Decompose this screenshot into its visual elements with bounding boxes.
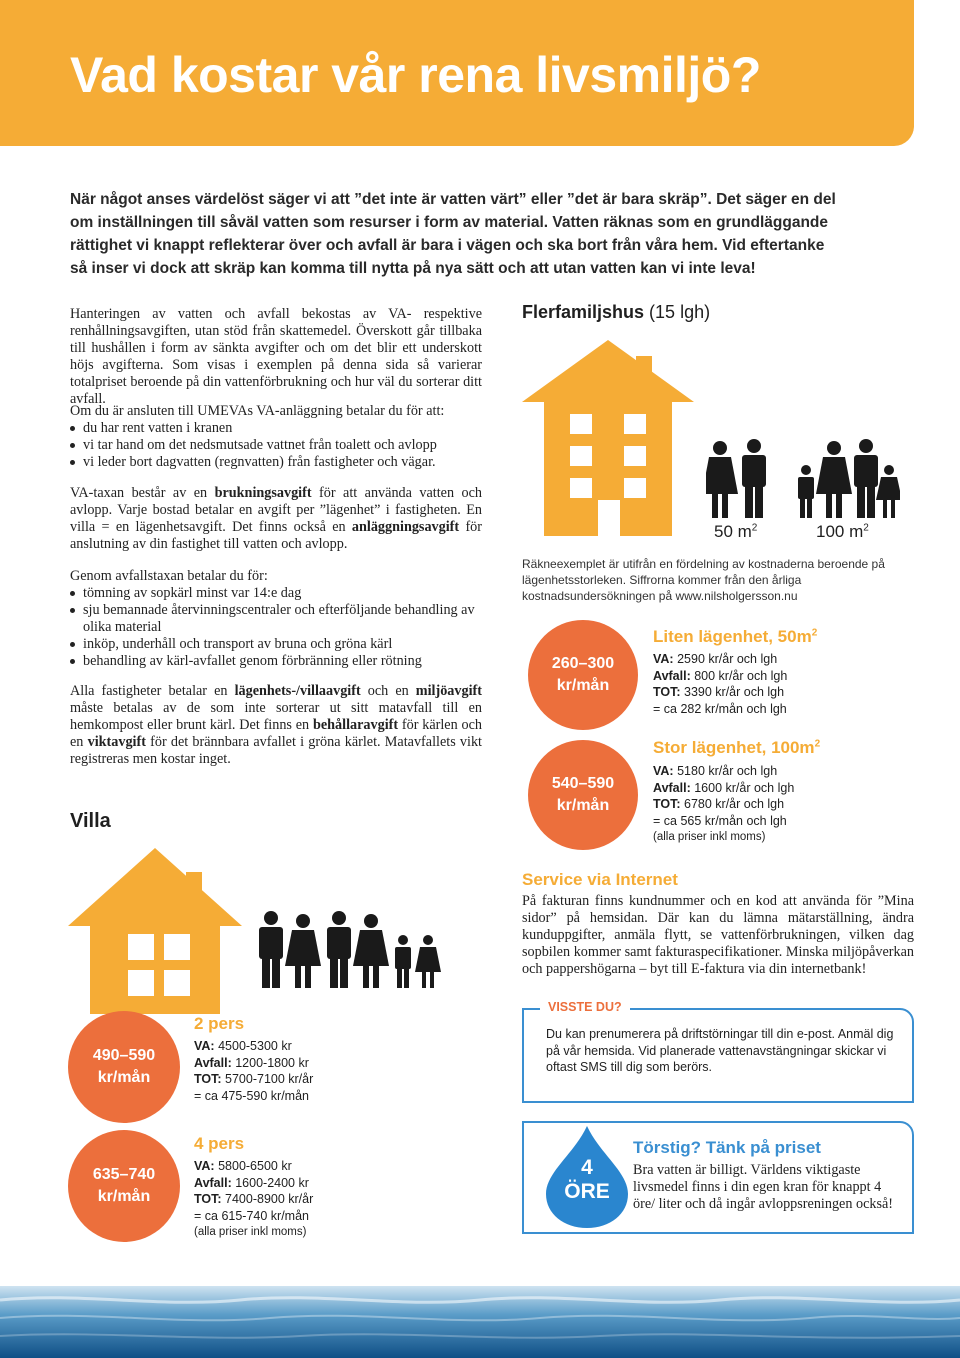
list-item: inköp, underhåll och transport av bruna och gröna kärl	[70, 636, 482, 653]
va-intro: Om du är ansluten till UMEVAs VA-anläggning betalar du för att:	[70, 403, 445, 419]
bold-term: lägenhets-/villaavgift	[234, 683, 361, 699]
value: 800 kr/år och lgh	[690, 668, 788, 683]
price-note: (alla priser inkl moms)	[194, 1226, 307, 1238]
text-run: Alla fastigheter betalar en	[70, 683, 235, 699]
villa-4pers-prices	[194, 1158, 313, 1241]
thirsty-text: Bra vatten är billigt. Världens viktigaste livsmedel finns i din egen kran för knappt 4 öre/ liter och då ingår avloppsreningen också!	[633, 1162, 894, 1212]
large-apartment-head	[653, 738, 820, 758]
did-you-know-tag: VISSTE DU?	[540, 1000, 630, 1014]
villa-4pers-head: 4 pers	[194, 1134, 245, 1153]
bold-term: behållaravgift	[312, 717, 399, 733]
circle-unit: kr/mån	[556, 797, 610, 814]
small-apartment-head	[653, 627, 817, 647]
text-run: för anslutning av din fastighet till vatten och avlopp.	[70, 519, 482, 552]
area-value: 100 m	[816, 522, 864, 541]
value: = ca 475-590 kr/mån	[194, 1088, 309, 1103]
villa-2pers-prices	[194, 1038, 313, 1104]
avfall-intro: Genom avfallstaxan betalar du för:	[70, 568, 268, 584]
intro-line: om inställningen till såväl vatten som resurser i form av material. Vatten räknas som en grundläggande	[70, 214, 829, 231]
label: VA:	[653, 764, 674, 778]
water-surface-image	[0, 1286, 960, 1358]
value: 5800-6500 kr	[214, 1159, 292, 1173]
va-list	[70, 420, 482, 471]
text-run: måste betalas av de som inte sorterar ut sitt matavfall till en hemkompost eller brunt kärl. Det finns en	[70, 700, 482, 733]
circle-value: 635–740	[92, 1166, 156, 1183]
calculation-note: Räkneexemplet är utifrån en fördelning av kostnaderna beroende på lägenhetsstorleken. Siffrorna kommer från den årliga kostnadsundersökningen på www.nilsholgersson.nu	[522, 557, 885, 603]
label: Avfall:	[653, 780, 691, 795]
area-sup: 2	[751, 522, 758, 534]
drop-number: 4	[581, 1156, 593, 1179]
value: = ca 615-740 kr/mån	[194, 1208, 309, 1223]
circle-unit: kr/mån	[97, 1069, 151, 1086]
area-small-label	[714, 522, 757, 542]
value: 5700-7100 kr/år	[221, 1072, 314, 1086]
head-text: Liten lägenhet, 50m	[653, 627, 812, 646]
area-value: 50 m	[714, 522, 752, 541]
circle-unit: kr/mån	[97, 1188, 151, 1205]
drop-price	[542, 1156, 632, 1204]
bold-term: viktavgift	[87, 734, 146, 750]
area-sup: 2	[863, 522, 869, 534]
label: TOT:	[653, 685, 681, 699]
apartment-price-circle-small	[528, 620, 638, 730]
text-run: VA-taxan består av en	[70, 485, 215, 501]
value: 7400-8900 kr/år	[221, 1192, 314, 1206]
apartment-price-circle-large	[528, 740, 638, 850]
value: 4500-5300 kr	[214, 1039, 292, 1053]
funding-paragraph: Hanteringen av vatten och avfall bekostas av VA- respektive renhållningsavgiften, utan stöd från skattemedel. Överskott går tillbaka till hushållen i form av sänkta avgifter och om det blir ett underskott höjs avgifterna. Som visas i exemplen på denna sida så varierar totalpriset beroende på din vattenförbrukning och hur väl du sorterar ditt avfall.	[70, 306, 482, 407]
value: = ca 282 kr/mån och lgh	[653, 701, 787, 716]
family-icon	[792, 438, 900, 518]
text-run: och en	[360, 683, 416, 699]
va-paragraph	[70, 403, 482, 471]
villa-2pers-head: 2 pers	[194, 1014, 245, 1033]
label: TOT:	[194, 1192, 222, 1206]
circle-value: 540–590	[551, 775, 615, 792]
villa-price-circle-large	[68, 1130, 180, 1242]
value: 6780 kr/år och lgh	[680, 797, 785, 811]
villa-house-icon	[68, 848, 242, 1014]
area-large-label	[816, 522, 869, 542]
thirsty-heading: Törstig? Tänk på priset	[633, 1138, 821, 1157]
avfall-paragraph	[70, 568, 482, 670]
circle-unit: kr/mån	[556, 677, 610, 694]
label: TOT:	[653, 797, 681, 811]
list-item: tömning av sopkärl minst var 14:e dag	[70, 585, 482, 602]
text-run: för att använda vatten och avlopp. Varje bostad betalar en avgift per ”lägenhet” i fastigheten. En villa = en lägenhetsavgift. Det finns också en	[70, 485, 482, 535]
heading-rest: (15 lgh)	[644, 302, 711, 322]
villa-label: Villa	[70, 810, 111, 832]
text-run: för det brännbara avfallet i gröna kärlet. Matavfallets vikt registreras men kostar inget.	[70, 734, 482, 767]
large-apartment-prices	[653, 763, 794, 846]
text-run: för kärlen och en	[70, 717, 482, 750]
bold-term: miljöavgift	[415, 683, 482, 699]
service-paragraph: På fakturan finns kundnummer och en kod att använda för ”Mina sidor” på hemsidan. Där kan du lämna mätarställning, ändra kunduppgifter, anmäla flytt, se vattenförbrukningen, vilken dag sopbilen kommer samt fakturaspecifikationer. Minska miljöpåverkan och pappershögarna – byt till E-faktura via din internetbank!	[522, 893, 914, 977]
service-heading: Service via Internet	[522, 870, 678, 889]
bold-term: brukningsavgift	[214, 485, 312, 501]
head-text: Stor lägenhet, 100m	[653, 738, 815, 757]
va-taxa-paragraph	[70, 485, 482, 553]
drop-unit: ÖRE	[564, 1180, 610, 1203]
list-item: sju bemannade återvinningscentraler och efterföljande behandling av olika material	[70, 602, 482, 636]
did-you-know-text: Du kan prenumerera på driftstörningar till din e-post. Anmäl dig på vår hemsida. Vid planerade vattenavstängningar skickar vi oftast SMS till dig som berörs.	[546, 1027, 894, 1074]
value: 3390 kr/år och lgh	[680, 685, 785, 699]
fler-heading	[522, 302, 710, 323]
bold-term: anläggningsavgift	[351, 519, 460, 535]
label: VA:	[653, 652, 674, 666]
page-title: Vad kostar vår rena livsmiljö?	[70, 47, 761, 103]
value: 2590 kr/år och lgh	[673, 652, 778, 666]
intro-line: så inser vi dock att skräp kan komma till nytta på nya sätt och att utan vatten kan vi inte leva!	[70, 260, 756, 277]
label: VA:	[194, 1039, 215, 1053]
couple-icon	[706, 438, 772, 518]
value: = ca 565 kr/mån och lgh	[653, 813, 787, 828]
avfall-list	[70, 585, 482, 670]
price-note: (alla priser inkl moms)	[653, 831, 766, 843]
label: VA:	[194, 1159, 215, 1173]
family-icon	[253, 910, 443, 988]
circle-value: 260–300	[551, 655, 615, 672]
fees-paragraph	[70, 683, 482, 768]
value: 1200-1800 kr	[231, 1055, 309, 1070]
list-item: vi leder bort dagvatten (regnvatten) från fastigheter och vägar.	[70, 454, 482, 471]
head-sup: 2	[811, 627, 818, 639]
value: 1600 kr/år och lgh	[690, 780, 795, 795]
apartment-building-icon	[522, 340, 694, 536]
small-apartment-prices	[653, 651, 787, 717]
value: 5180 kr/år och lgh	[673, 764, 778, 778]
list-item: du har rent vatten i kranen	[70, 420, 482, 437]
head-sup: 2	[814, 738, 821, 750]
villa-price-circle-small	[68, 1011, 180, 1123]
intro-paragraph	[70, 188, 916, 280]
heading-bold: Flerfamiljshus	[522, 302, 645, 322]
value: 1600-2400 kr	[231, 1175, 309, 1190]
label: Avfall:	[653, 668, 691, 683]
list-item: behandling av kärl-avfallet genom förbränning eller rötning	[70, 653, 482, 670]
intro-line: När något anses värdelöst säger vi att ”det inte är vatten värt” eller ”det är bara skräp”. Det säger en del	[70, 191, 836, 208]
label: Avfall:	[194, 1175, 232, 1190]
label: TOT:	[194, 1072, 222, 1086]
list-item: vi tar hand om det nedsmutsade vattnet från toalett och avlopp	[70, 437, 482, 454]
intro-line: rättighet vi knappt reflekterar över och avfall är bara i vägen och ska bort från våra hem. Vid eftertanke	[70, 237, 825, 254]
circle-value: 490–590	[92, 1047, 156, 1064]
label: Avfall:	[194, 1055, 232, 1070]
